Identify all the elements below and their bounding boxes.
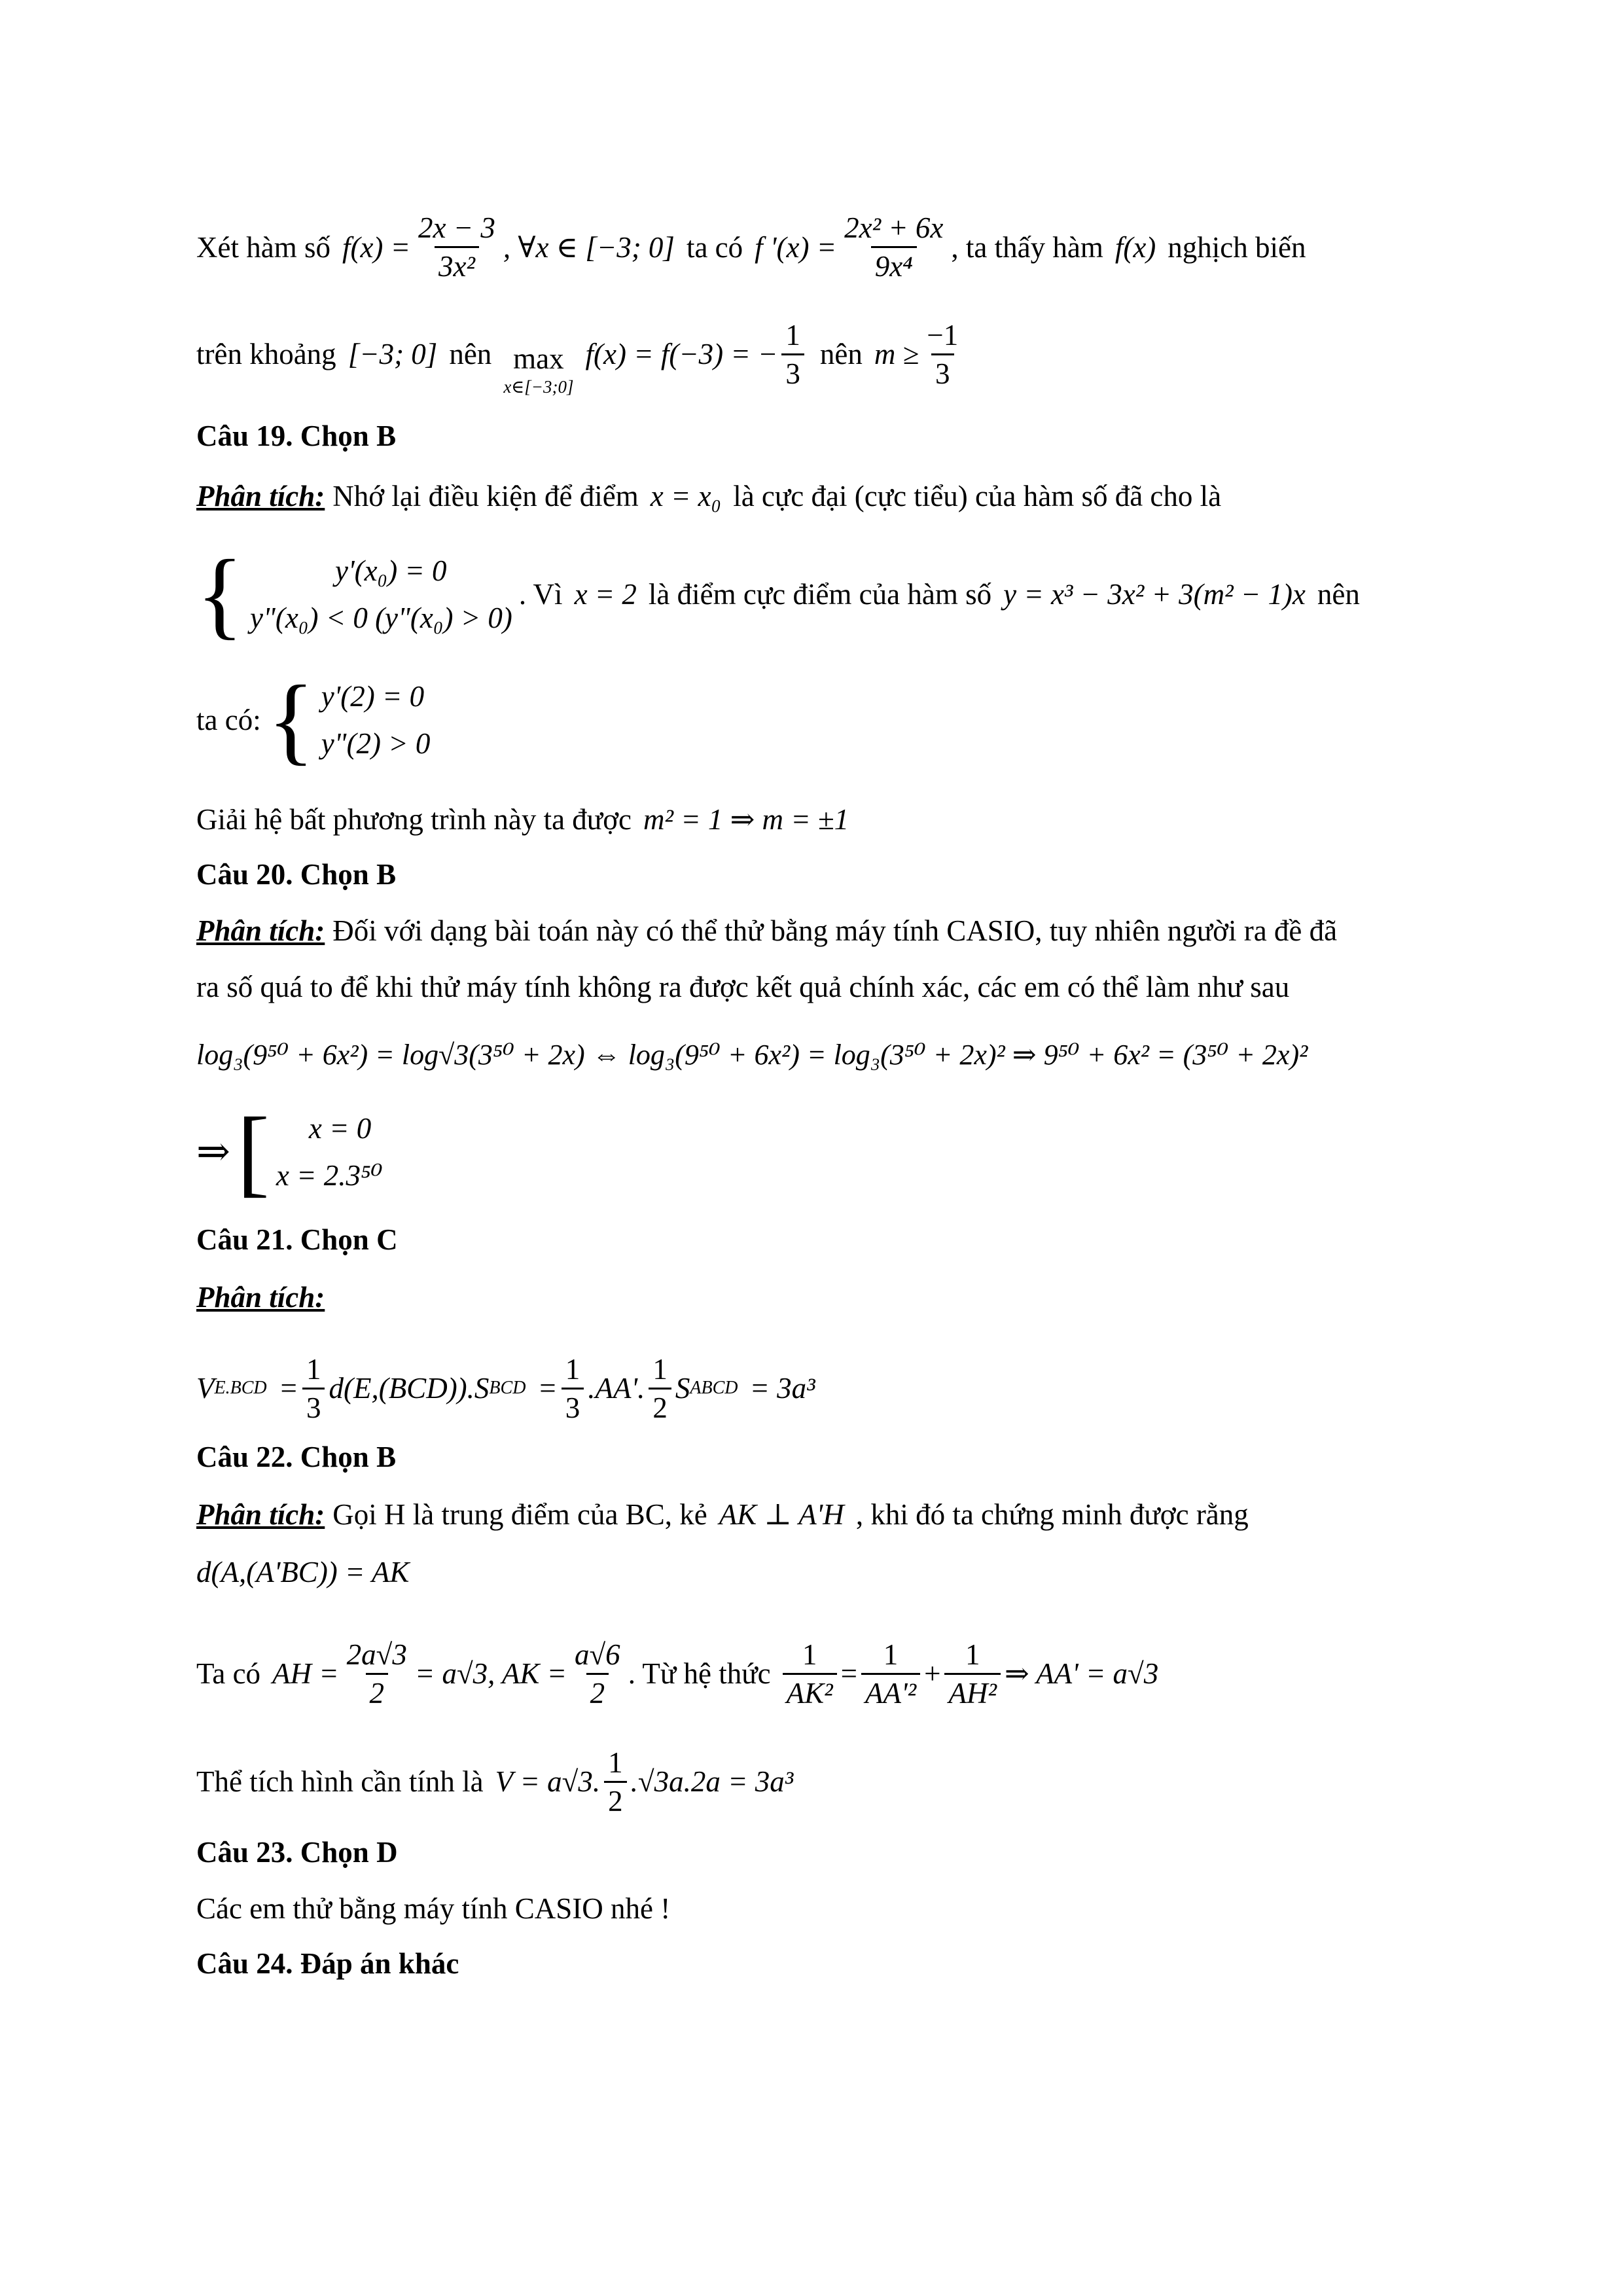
denominator: AH² bbox=[944, 1673, 1000, 1710]
heading-cau-19: Câu 19. Chọn B bbox=[196, 420, 397, 452]
numerator: 1 bbox=[883, 1638, 899, 1671]
heading-cau-24: Câu 24. Đáp án khác bbox=[196, 1947, 459, 1980]
math-x0: x = x₀ bbox=[650, 480, 722, 512]
denominator: AK² bbox=[783, 1673, 837, 1710]
analysis-20-line1 bbox=[196, 911, 1337, 950]
numerator: 1 bbox=[608, 1746, 623, 1779]
analysis-21 bbox=[196, 1278, 332, 1317]
text: ta có bbox=[686, 230, 743, 264]
heading-cau-20: Câu 20. Chọn B bbox=[196, 858, 397, 891]
math-result: .√3a.2a = 3a³ bbox=[630, 1765, 794, 1798]
line-computation-22 bbox=[196, 1631, 1158, 1716]
denominator: 3 bbox=[931, 353, 954, 391]
denominator: 3 bbox=[302, 1388, 325, 1425]
math-distance: d(E,(BCD)).S bbox=[329, 1372, 490, 1405]
analysis-label: Phân tích: bbox=[196, 914, 325, 947]
text: Đối với dạng bài toán này có thể thử bằng máy tính CASIO, tuy nhiên người ra đề đã bbox=[332, 914, 1338, 947]
equation-21: V E.BCD = $\frac{1}{3}$ d(E,(BCD)).S BCD = $\frac{1}{3}$ .AA'. $\frac{1}{2}$ S ABCD = 3a³ bbox=[196, 1352, 815, 1424]
text: trên khoảng bbox=[196, 338, 336, 370]
fraction bbox=[604, 1746, 627, 1818]
numerator: 1 bbox=[565, 1352, 580, 1386]
solution-rows bbox=[276, 1105, 383, 1199]
heading-cau-23: Câu 23. Chọn D bbox=[196, 1836, 398, 1869]
equation-system bbox=[196, 540, 512, 649]
denominator: 2 bbox=[366, 1673, 389, 1710]
text-23: Các em thử bằng máy tính CASIO nhé ! bbox=[196, 1892, 671, 1925]
line-function-derivative bbox=[196, 211, 1306, 283]
system-extremum-condition bbox=[196, 535, 1360, 653]
system-row: y"(x₀) < 0 (y"(x₀) > 0) bbox=[250, 601, 512, 634]
text: Giải hệ bất phương trình này ta được bbox=[196, 803, 632, 836]
denominator: 3 bbox=[781, 353, 804, 391]
denominator: 3 bbox=[562, 1388, 584, 1425]
brace-symbol: { bbox=[267, 666, 315, 774]
fraction bbox=[649, 1352, 671, 1425]
math-s: S bbox=[675, 1372, 690, 1405]
equation-system bbox=[267, 666, 431, 774]
math-ak: = a√3, AK = bbox=[414, 1657, 567, 1690]
math-fx: f(x) bbox=[1115, 230, 1156, 264]
text: là cực đại (cực tiểu) của hàm số đã cho là bbox=[733, 480, 1222, 512]
line-solve-19 bbox=[196, 800, 849, 839]
math-aa: .AA'. bbox=[588, 1372, 645, 1405]
system-rows bbox=[250, 547, 512, 641]
system-rows bbox=[321, 673, 431, 767]
numerator: 2x − 3 bbox=[418, 211, 495, 244]
solution-row: x = 2.3⁵⁰ bbox=[276, 1159, 383, 1192]
analysis-label: Phân tích: bbox=[196, 1281, 325, 1314]
fraction bbox=[861, 1638, 920, 1710]
text: nên bbox=[449, 338, 492, 370]
implies-symbol: ⇒ bbox=[196, 1130, 230, 1174]
fraction bbox=[302, 1352, 325, 1425]
numerator: −1 bbox=[927, 318, 959, 351]
denominator: AA'² bbox=[861, 1673, 920, 1710]
text: nghịch biến bbox=[1168, 230, 1306, 264]
fraction bbox=[944, 1638, 1000, 1710]
fraction bbox=[923, 318, 962, 391]
math-volume: V = a√3. bbox=[495, 1765, 601, 1798]
math-result: m² = 1 ⇒ m = ±1 bbox=[643, 803, 849, 836]
analysis-22 bbox=[196, 1495, 1249, 1534]
line-max-value bbox=[196, 313, 966, 395]
numerator: 1 bbox=[785, 318, 800, 351]
fraction bbox=[783, 1638, 837, 1710]
math-perpendicular: AK ⊥ A'H bbox=[719, 1498, 844, 1531]
denominator: 9x⁴ bbox=[871, 246, 917, 283]
heading-cau-22: Câu 22. Chọn B bbox=[196, 1441, 397, 1473]
system-row: y'(x₀) = 0 bbox=[335, 554, 447, 587]
volume-22 bbox=[196, 1742, 793, 1821]
math-expression: f(x) = f(−3) = − bbox=[585, 338, 778, 370]
max-operator: max bbox=[513, 342, 564, 375]
math-inequality: m ≥ bbox=[874, 338, 919, 370]
fraction bbox=[840, 211, 947, 283]
denominator: 2 bbox=[649, 1388, 671, 1425]
numerator: 1 bbox=[802, 1638, 817, 1671]
math-result: ⇒ AA' = a√3 bbox=[1004, 1657, 1159, 1690]
analysis-20-line2 bbox=[196, 967, 1289, 1007]
text: Nhớ lại điều kiện để điểm bbox=[332, 480, 639, 512]
numerator: 1 bbox=[652, 1352, 668, 1386]
analysis-label: Phân tích: bbox=[196, 480, 325, 512]
fraction bbox=[562, 1352, 584, 1425]
text: . Vì bbox=[518, 578, 563, 611]
text: , ta thấy hàm bbox=[951, 230, 1103, 264]
math-condition: , ∀x ∈ [−3; 0] bbox=[503, 230, 675, 264]
equals: = bbox=[278, 1372, 298, 1405]
numerator: 1 bbox=[965, 1638, 980, 1671]
analysis-label: Phân tích: bbox=[196, 1498, 325, 1531]
solution-20 bbox=[196, 1093, 389, 1211]
math-v: V bbox=[196, 1372, 215, 1405]
text: ra số quá to để khi thử máy tính không ra được kết quả chính xác, các em có thể làm như sau bbox=[196, 971, 1290, 1003]
distance-22: d(A,(A'BC)) = AK bbox=[196, 1556, 410, 1588]
numerator: 2a√3 bbox=[346, 1638, 407, 1671]
denominator: 3x² bbox=[435, 246, 479, 283]
math-derivative: f '(x) = bbox=[755, 230, 837, 264]
fraction bbox=[781, 318, 804, 391]
numerator: a√6 bbox=[574, 1638, 620, 1671]
solution-row: x = 0 bbox=[308, 1112, 372, 1145]
math-fx: f(x) = bbox=[342, 230, 411, 264]
numerator: 1 bbox=[306, 1352, 321, 1386]
math-function: y = x³ − 3x² + 3(m² − 1)x bbox=[1003, 578, 1306, 611]
fraction bbox=[414, 211, 499, 283]
plus: + bbox=[924, 1657, 941, 1690]
equation-20: log₃(9⁵⁰ + 6x²) = log√3(3⁵⁰ + 2x) ⇔ log₃(9⁵⁰ + 6x²) = log₃(3⁵⁰ + 2x)² ⇒ 9⁵⁰ + 6x² = (3⁵⁰ + 2x)² bbox=[196, 1039, 1308, 1071]
fraction bbox=[343, 1638, 411, 1710]
text: Ta có bbox=[196, 1657, 261, 1690]
fraction bbox=[571, 1638, 624, 1710]
bracket-symbol: [ bbox=[236, 1098, 270, 1206]
equals: = bbox=[537, 1372, 558, 1405]
text: , khi đó ta chứng minh được rằng bbox=[855, 1498, 1249, 1531]
system-x-equals-2 bbox=[196, 661, 437, 779]
math-ah: AH = bbox=[272, 1657, 339, 1690]
system-row: y'(2) = 0 bbox=[321, 680, 425, 713]
text: nên bbox=[1317, 578, 1360, 611]
math-max bbox=[503, 339, 573, 395]
denominator: 2 bbox=[586, 1673, 609, 1710]
max-subscript: x∈[−3;0] bbox=[503, 377, 574, 397]
heading-cau-21: Câu 21. Chọn C bbox=[196, 1223, 398, 1256]
solution-set bbox=[236, 1098, 383, 1206]
text: ta có: bbox=[196, 704, 261, 736]
brace-symbol: { bbox=[196, 540, 243, 649]
text: . Từ hệ thức bbox=[628, 1657, 771, 1690]
analysis-19 bbox=[196, 476, 1221, 516]
denominator: 2 bbox=[604, 1781, 627, 1818]
system-row: y"(2) > 0 bbox=[321, 727, 431, 760]
equals: = bbox=[840, 1657, 857, 1690]
math-interval: [−3; 0] bbox=[348, 338, 438, 370]
text: Xét hàm số bbox=[196, 230, 330, 264]
text: Gọi H là trung điểm của BC, kẻ bbox=[332, 1498, 707, 1531]
text: Thể tích hình cần tính là bbox=[196, 1765, 484, 1798]
numerator: 2x² + 6x bbox=[844, 211, 944, 244]
math-x-equals-2: x = 2 bbox=[574, 578, 637, 611]
math-result: = 3a³ bbox=[749, 1372, 815, 1405]
text: là điểm cực điểm của hàm số bbox=[648, 578, 992, 611]
text: nên bbox=[819, 338, 863, 370]
